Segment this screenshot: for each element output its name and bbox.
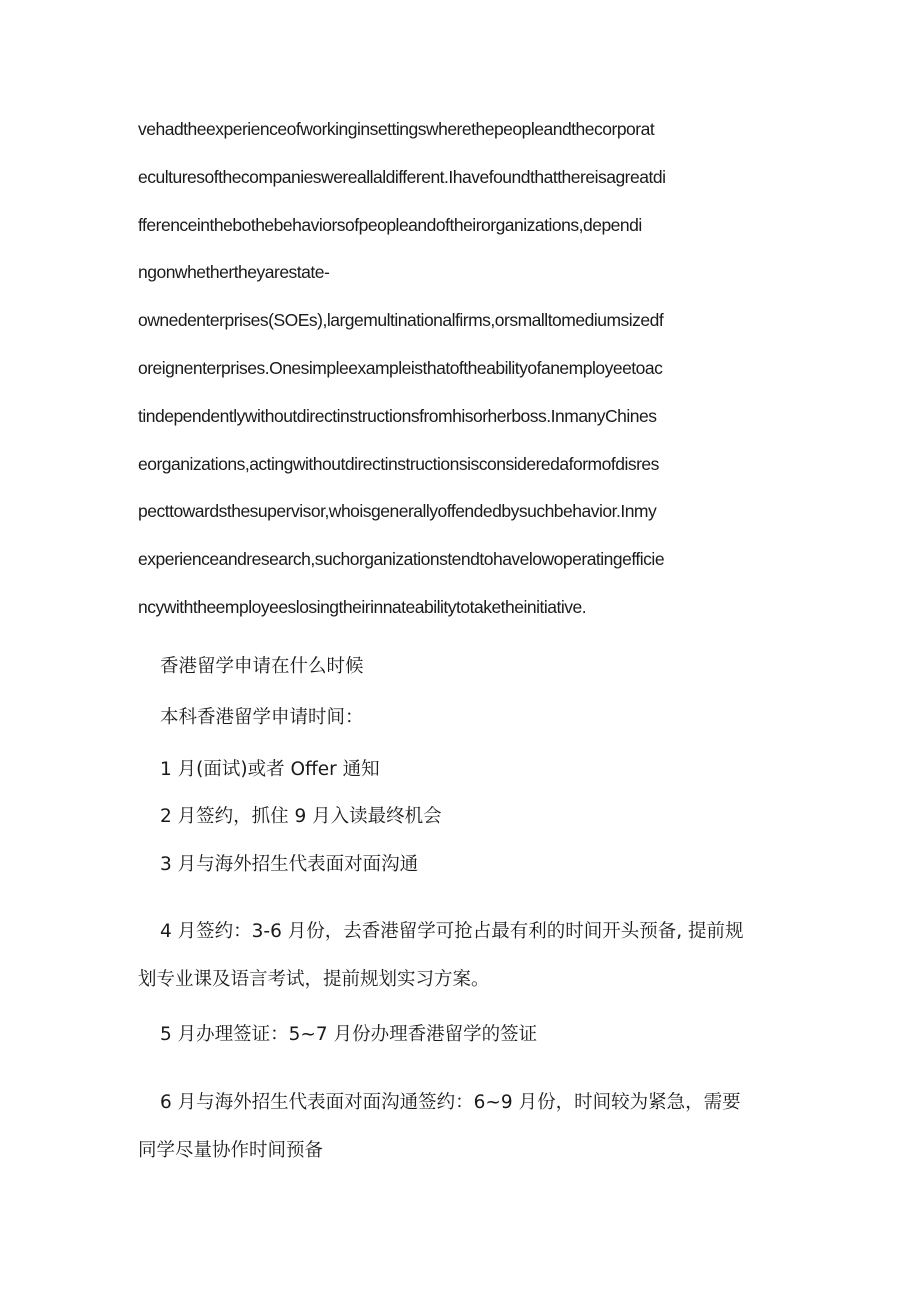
list-item: 1 月(面试)或者 Offer 通知 bbox=[160, 759, 380, 780]
paragraph-line: eorganizations,actingwithoutdirectinstructionsisconsideredaformofdisres bbox=[138, 453, 659, 474]
paragraph-line: vehadtheexperienceofworkinginsettingswherethepeopleandthecorporat bbox=[138, 119, 655, 139]
paragraph-line: experienceandresearch,suchorganizationstendtohavelowoperatingefficie bbox=[138, 549, 665, 570]
paragraph-line: ncywiththeemployeeslosingtheirinnateabilitytotaketheinitiative. bbox=[138, 596, 587, 617]
paragraph-line: ngonwhethertheyarestate- bbox=[138, 262, 330, 283]
english-paragraph bbox=[138, 106, 788, 632]
paragraph-line: eculturesofthecompanieswereallaldifferent.Ihavefoundthatthereisagreatdi bbox=[138, 166, 666, 187]
list-item: 3 月与海外招生代表面对面沟通 bbox=[160, 854, 419, 875]
paragraph-line: pecttowardsthesupervisor,whoisgenerallyoffendedbysuchbehavior.Inmy bbox=[138, 501, 657, 522]
paragraph-line: ownedenterprises(SOEs),largemultinationalfirms,orsmalltomediumsizedf bbox=[138, 310, 664, 331]
list-item-continuation: 同学尽量协作时间预备 bbox=[138, 1140, 324, 1161]
list-item: 4 月签约：3-6 月份，去香港留学可抢占最有利的时间开头预备, 提前规 bbox=[160, 921, 744, 942]
list-item: 2 月签约，抓住 9 月入读最终机会 bbox=[160, 806, 442, 827]
paragraph-line: fferenceinthebothebehaviorsofpeopleandoftheirorganizations,dependi bbox=[138, 214, 642, 235]
paragraph-line: tindependentlywithoutdirectinstructionsfromhisorherboss.InmanyChines bbox=[138, 405, 657, 426]
section-heading: 香港留学申请在什么时候 bbox=[160, 656, 364, 677]
section-subheading: 本科香港留学申请时间： bbox=[160, 707, 364, 728]
list-item: 5 月办理签证：5~7 月份办理香港留学的签证 bbox=[160, 1024, 538, 1045]
list-item: 6 月与海外招生代表面对面沟通签约：6~9 月份，时间较为紧急，需要 bbox=[160, 1092, 741, 1113]
list-item-continuation: 划专业课及语言考试，提前规划实习方案。 bbox=[138, 969, 490, 990]
paragraph-line: oreignenterprises.Onesimpleexampleisthatoftheabilityofanemployeetoac bbox=[138, 357, 663, 378]
